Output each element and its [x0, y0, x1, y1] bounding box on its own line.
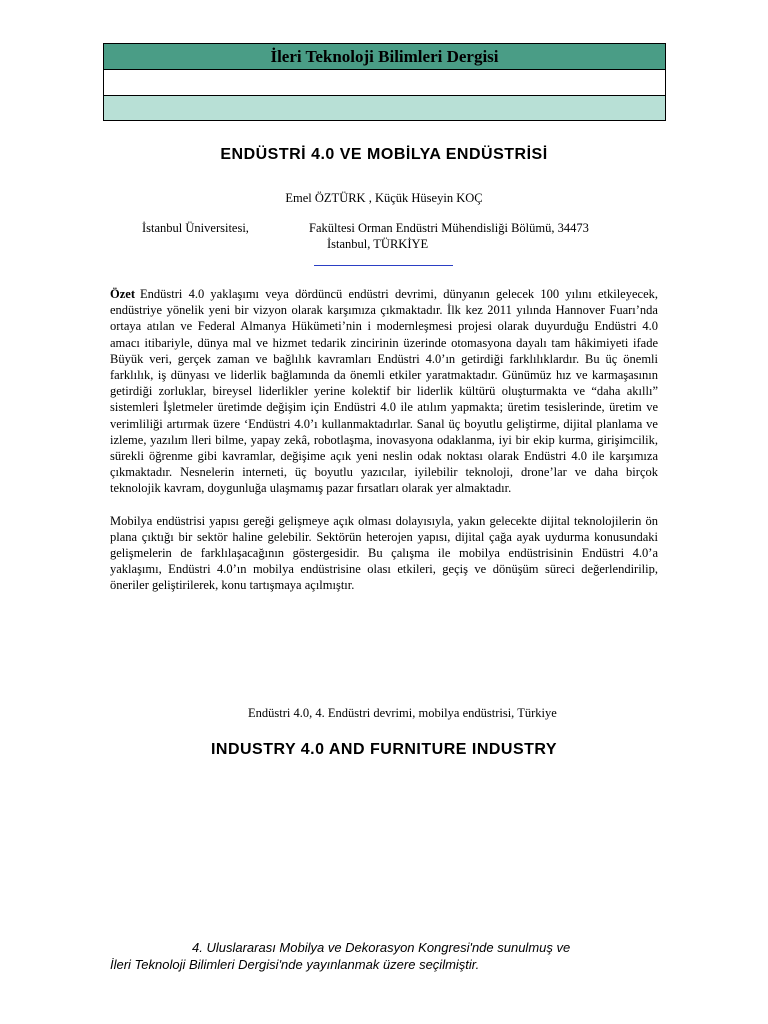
footnote-line-2: İleri Teknoloji Bilimleri Dergisi'nde yayınlanmak üzere seçilmiştir. — [110, 957, 480, 972]
journal-header-box — [103, 43, 666, 121]
footnote — [110, 939, 670, 973]
paper-title-turkish: ENDÜSTRİ 4.0 VE MOBİLYA ENDÜSTRİSİ — [220, 146, 548, 163]
email-link-underline[interactable] — [314, 265, 453, 266]
footnote-line-1: 4. Uluslararası Mobilya ve Dekorasyon Kongresi'nde sunulmuş ve — [192, 940, 571, 955]
journal-title: İleri Teknoloji Bilimleri Dergisi — [104, 44, 665, 70]
abstract-section — [110, 286, 658, 594]
paper-title-english: INDUSTRY 4.0 AND FURNITURE INDUSTRY — [210, 741, 558, 758]
affiliation-university: İstanbul Üniversitesi, — [142, 221, 249, 235]
author-list: Emel ÖZTÜRK , Küçük Hüseyin KOÇ — [285, 191, 483, 205]
abstract-text-1: Endüstri 4.0 yaklaşımı veya dördüncü endüstri devrimi, dünyanın gelecek 100 yılını etkileyecek, endüstriye yönelik yeni bir vizyon olarak karşımıza çıkmaktadır. İlk kez 2011 yılında Hannover Fuarı’nda ortaya atılan ve Federal Almanya Hükümeti’nin i modernleşmesi projesi olarak duyurduğu Endüstri 4.0 amacı itibariyle, dünya mal ve hizmet tedarik zincirinin üzerinde otomasyona dayalı tam hâkimiyeti ifade Büyük veri, gerçek zaman ve bağlılık kavramları Endüstri 4.0’ın getirdiği farklılıklardır. Bu üç önemli farklılık, iş dünyası ve liderlik bağlamında da önemli etkiler yaratmaktadır. Günümüz hız ve karmaşasının getirdiği zorluklar, bireysel liderlikler yerine kolektif bir liderlik kültürü oluşturmakta ve “daha akıllı” sistemleri İşletmeler üretimde değişim için Endüstri 4.0 ile atılım yapmakta; üretim tesislerinde, üretim ve verimliliği artırmak üzere ‘Endüstri 4.0’ı kullanmaktadırlar. Sanal üç boyutlu geliştirme, dijital planlama ve izleme, yazılım lleri bilme, yapay zekâ, robotlaşma, inovasyona odaklanma, iyi bir ekip kurma, girişimcilik, sürekli öğrenme gibi kavramlar, değişime açık yeni neslin odak noktası olarak Endüstri 4.0 ile karşımıza çıkmaktadır. Nesnelerin interneti, üç boyutlu yazıcılar, iyilebilir teknoloji, drone’lar ve daha birçok teknolojik kavram, doygunluğa ulaşmamış pazar fırsatları olarak yer almaktadır. — [110, 287, 658, 496]
affiliation-city: İstanbul, TÜRKİYE — [327, 237, 429, 251]
keywords: Endüstri 4.0, 4. Endüstri devrimi, mobilya endüstrisi, Türkiye — [248, 706, 557, 720]
affiliation-faculty: Fakültesi Orman Endüstri Mühendisliği Bölümü, 34473 — [309, 221, 589, 235]
abstract-paragraph-1 — [110, 286, 658, 497]
journal-blank-row — [104, 70, 665, 96]
abstract-paragraph-2: Mobilya endüstrisi yapısı gereği gelişmeye açık olması dolayısıyla, yakın gelecekte dijital teknolojilerin ön plana çıktığı bir sektör haline gelebilir. Sektörün heterojen yapısı, dijital çağa ayak uydurma konusundaki gelişmelerin de farklılaşacağının göstergesidir. Bu çalışma ile mobilya endüstrisinin Endüstri 4.0’a yaklaşımı, Endüstri 4.0’ın mobilya endüstrisine olası etkileri, geçiş ve dönüşüm süreci değerlendirilip, öneriler geliştirilerek, konu tartışmaya açılmıştır. — [110, 513, 658, 593]
abstract-label: Özet — [110, 287, 135, 301]
journal-band-row — [104, 96, 665, 120]
